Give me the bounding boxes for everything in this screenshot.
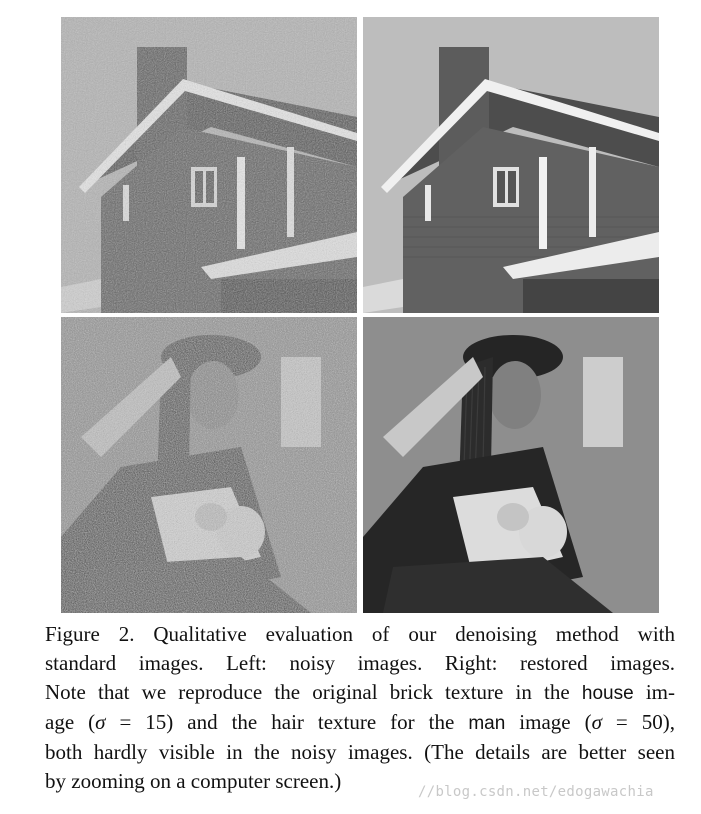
caption-line-2: standard images. Left: noisy images. Right: restored images. xyxy=(45,651,675,675)
caption-house-word: house xyxy=(581,683,634,704)
man-noisy-image xyxy=(61,317,357,613)
caption-line-3-part-a: Note that we reproduce the original brick texture in the xyxy=(45,680,582,704)
caption-line-4-part-a: age ( xyxy=(45,710,96,734)
house-noisy-image xyxy=(61,17,357,313)
watermark-text: //blog.csdn.net/edogawachia xyxy=(418,784,654,800)
man-noisy-svg xyxy=(61,317,357,613)
caption-sigma-1: σ xyxy=(95,710,106,734)
caption-line-6: by zooming on a computer screen.) xyxy=(45,769,342,793)
figure-caption xyxy=(45,620,675,796)
house-restored-image xyxy=(363,17,659,313)
caption-line-3 xyxy=(45,678,675,708)
house-noisy-svg xyxy=(61,17,357,313)
caption-sigma-2: σ xyxy=(591,710,602,734)
man-restored-svg xyxy=(363,317,659,613)
caption-line-3-part-c: im- xyxy=(633,680,675,704)
figure-panels xyxy=(61,17,659,613)
caption-line-4-part-b: = 15) and the hair texture for the xyxy=(105,710,469,734)
caption-man-word: man xyxy=(468,713,506,734)
caption-line-4-part-d: image ( xyxy=(505,710,592,734)
house-restored-svg xyxy=(363,17,659,313)
caption-line-5: both hardly visible in the noisy images. (The details are better seen xyxy=(45,740,675,764)
caption-line-4-part-e: = 50), xyxy=(601,710,676,734)
caption-line-4 xyxy=(45,708,675,738)
caption-line-1: Figure 2. Qualitative evaluation of our denoising method with xyxy=(45,622,675,646)
man-restored-image xyxy=(363,317,659,613)
